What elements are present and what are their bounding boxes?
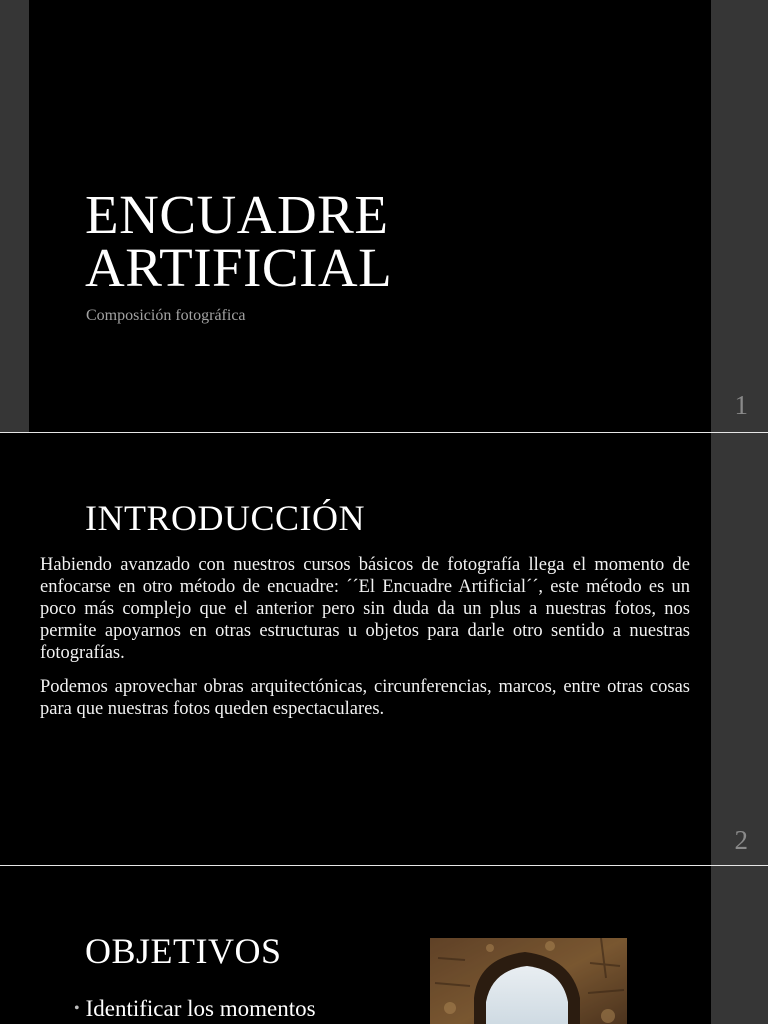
slide-heading: INTRODUCCIÓN bbox=[85, 498, 365, 538]
title-line-2: ARTIFICIAL bbox=[85, 237, 393, 298]
body-paragraph: Habiendo avanzado con nuestros cursos básicos de fotografía llega el momento de enfocarse en otro método de encuadre: ´´El Encuadre Artificial´´, este método es un poco más complejo que el anterior pero sin duda da un plus a nuestras fotos, nos permite apoyarnos en otras estructuras u objetos para darle otro sentido a nuestras fotografías. bbox=[40, 555, 690, 663]
slide-3[interactable] bbox=[0, 866, 768, 1024]
slide-body bbox=[40, 554, 690, 732]
stone-arch-photo-image bbox=[430, 938, 627, 1024]
slide-1[interactable] bbox=[0, 0, 768, 432]
slide-subtitle: Composición fotográfica bbox=[86, 307, 246, 324]
slide-right-band bbox=[711, 866, 768, 1024]
slide-photo bbox=[430, 938, 627, 1024]
title-line-1: ENCUADRE bbox=[85, 184, 389, 245]
slide-2[interactable] bbox=[0, 433, 768, 865]
slide-left-band bbox=[0, 0, 29, 432]
slide-heading: OBJETIVOS bbox=[85, 931, 282, 971]
slide-number: 1 bbox=[734, 390, 748, 420]
slide-number: 2 bbox=[734, 825, 748, 855]
slide-title bbox=[85, 184, 625, 298]
bullet-dot-icon: • bbox=[74, 1000, 80, 1017]
slide-right-band bbox=[711, 433, 768, 865]
body-paragraph: Podemos aprovechar obras arquitectónicas, circunferencias, marcos, entre otras cosas para que nuestras fotos queden espectaculares. bbox=[40, 677, 690, 719]
slide-right-band bbox=[711, 0, 768, 432]
bullet-item bbox=[74, 996, 316, 1022]
bullet-text: Identificar los momentos bbox=[85, 996, 316, 1021]
